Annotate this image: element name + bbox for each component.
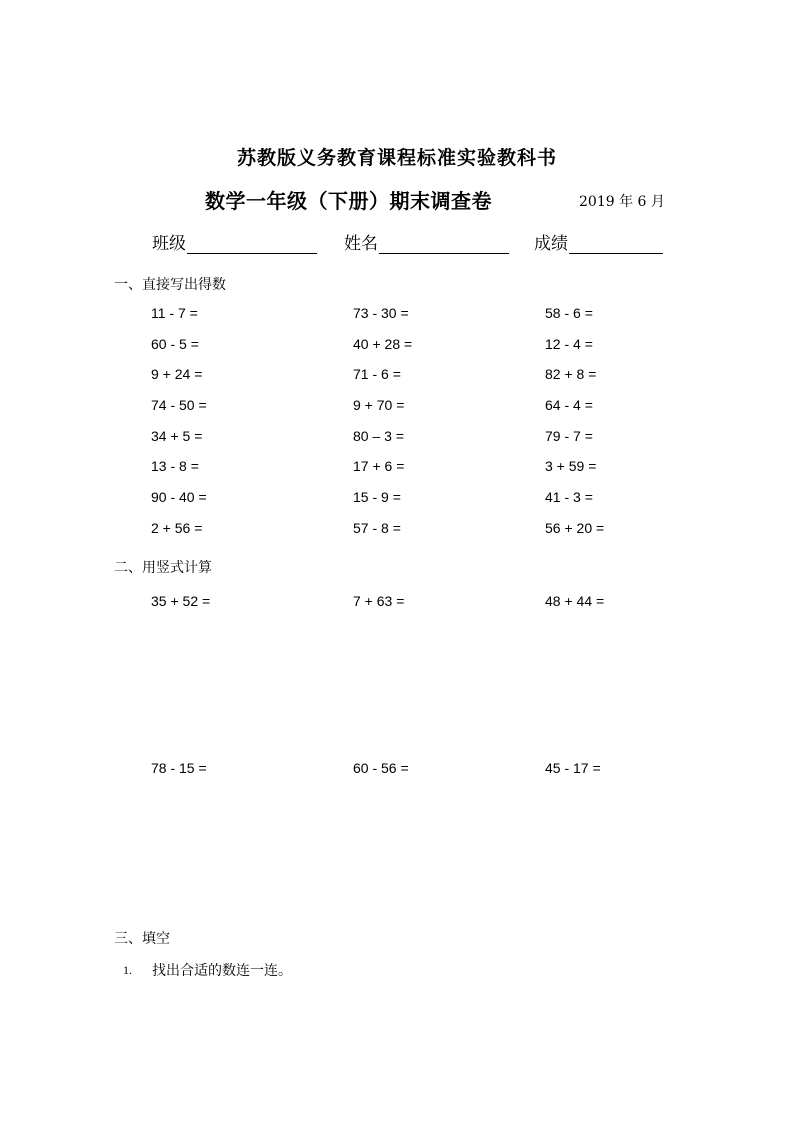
section2-title: 二、用竖式计算 [114, 560, 212, 576]
section3-title: 三、填空 [114, 931, 170, 947]
question: 82 + 8 = [545, 366, 597, 382]
question: 58 - 6 = [545, 305, 593, 321]
score-field[interactable] [534, 229, 663, 254]
name-blank[interactable] [379, 233, 509, 254]
question: 71 - 6 = [353, 366, 401, 382]
question: 13 - 8 = [151, 458, 199, 474]
title-exam: 数学一年级（下册）期末调查卷 [205, 189, 492, 213]
question: 34 + 5 = [151, 428, 203, 444]
class-blank[interactable] [187, 233, 317, 254]
name-field[interactable] [344, 229, 509, 254]
class-label: 班级 [152, 234, 186, 254]
exam-date: 2019 年 6 月 [579, 194, 665, 210]
score-blank[interactable] [569, 233, 663, 254]
question: 79 - 7 = [545, 428, 593, 444]
question: 57 - 8 = [353, 520, 401, 536]
title-textbook: 苏教版义务教育课程标准实验教科书 [236, 147, 557, 169]
question: 64 - 4 = [545, 397, 593, 413]
question: 7 + 63 = [353, 593, 405, 609]
question: 15 - 9 = [353, 489, 401, 505]
question: 60 - 5 = [151, 336, 199, 352]
question: 90 - 40 = [151, 489, 207, 505]
question: 12 - 4 = [545, 336, 593, 352]
item-number: 1. [123, 963, 132, 977]
question: 3 + 59 = [545, 458, 597, 474]
section1-title: 一、直接写出得数 [114, 277, 226, 293]
question: 9 + 70 = [353, 397, 405, 413]
question: 17 + 6 = [353, 458, 405, 474]
name-label: 姓名 [344, 234, 378, 254]
question: 74 - 50 = [151, 397, 207, 413]
question: 56 + 20 = [545, 520, 605, 536]
score-label: 成绩 [534, 234, 568, 254]
question: 60 - 56 = [353, 760, 409, 776]
question: 40 + 28 = [353, 336, 413, 352]
class-field[interactable] [152, 229, 317, 254]
question: 45 - 17 = [545, 760, 601, 776]
question: 35 + 52 = [151, 593, 211, 609]
item-text: 找出合适的数连一连。 [152, 963, 292, 979]
question: 2 + 56 = [151, 520, 203, 536]
question: 41 - 3 = [545, 489, 593, 505]
question: 9 + 24 = [151, 366, 203, 382]
question: 48 + 44 = [545, 593, 605, 609]
question: 73 - 30 = [353, 305, 409, 321]
question: 80 – 3 = [353, 428, 404, 444]
question: 11 - 7 = [151, 305, 198, 321]
question: 78 - 15 = [151, 760, 207, 776]
